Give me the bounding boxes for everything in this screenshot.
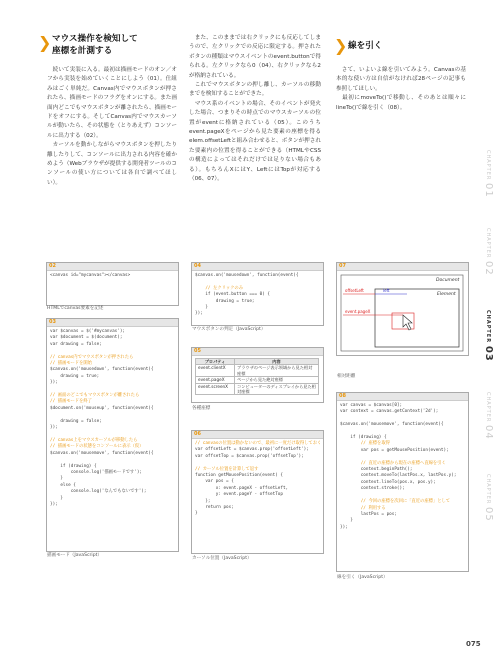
section-chevron-icon: ❯ <box>334 36 348 55</box>
code-line: var pos = getMousePosition(event); <box>340 447 449 453</box>
offset-left-label: offsetLeft <box>345 288 364 293</box>
code-line: var offsetTop = $canvas.prop('offsetTop'); <box>195 453 304 459</box>
code-line: context.lineTo(pos.x, pos.y); <box>340 479 436 485</box>
box-number: 04 <box>194 263 201 269</box>
coordinate-table <box>195 358 319 395</box>
code-line: console.log('描画モードです'); <box>50 469 142 475</box>
code-line: // カーソル位置を計算して返す <box>195 466 259 472</box>
code-line: // 直近の座標から現在の座標へ直線を引く <box>340 460 446 466</box>
chapter-label: CHAPTER <box>485 392 491 423</box>
code-line: var context = canvas.getContext('2d'); <box>340 409 439 415</box>
code-line: lastPos = pos; <box>340 511 397 517</box>
code-line: $canvas.on('mousemove', function(event){ <box>50 450 154 456</box>
box-number: 06 <box>194 431 201 437</box>
table-cell: event.clientX <box>196 365 235 377</box>
section1-body: 続いて実装に入る。最初は描画モードのオン／オフから実装を始めていくことにしよう（01）。仕組みはごく単純だ。Canvas内でマウスボタンが押されたら、描画モードのフラグをオンにする。また画面内どこでもマウスボタンが離されたら、描画モードをオフにする。そしてCanvas内でマウスカーソルが動いたら、その状態を（とりあえず）コンソールに出力する（02）。 カーソルを動かしながらマウスボタンを押したり離したりして、コンソールに出力される内容を確かめよう（Webブラウザが提供する開発者ツールのコンソールの使い方については各自で調べてほしい）。 <box>47 67 177 186</box>
code-line: else { <box>50 482 76 488</box>
table-header: 内容 <box>235 359 319 365</box>
chapter-tab-02[interactable] <box>483 228 494 276</box>
code-line: x: event.pageX - offsetLeft, <box>195 485 289 491</box>
code-line: drawing = false; <box>50 418 102 424</box>
box-number: 08 <box>339 393 346 399</box>
code-line: var pos = { <box>195 479 234 485</box>
code-line: }); <box>340 524 348 530</box>
chapter-number: 03 <box>483 345 494 362</box>
chapter-sidebar <box>476 0 500 663</box>
code-line: }; <box>195 498 211 504</box>
code-line: if (drawing) { <box>340 435 387 441</box>
chapter-label: CHAPTER <box>485 474 491 505</box>
section2-body: また、このままでは右クリックにも反応してしまうので、左クリックでの反応に限定する。押されたボタンの種類はマウスイベントのevent.buttonで得られる。左クリックなら0（04）、右クリックなら2が格納されている。 これでマウスボタンの押し離し、カーソルの移動までを検知することができた。 マウス系のイベントの場合、そのイベントが発火した場合、つまりその時点でのマウスカーソルの位置がeventに格納されている（05）。このうちevent.pageXをページから見た要素の座標を得るelem.offsetLeftと組み合わせると、ボタンが押された要素内の位置を得ることができる（HTMLやCSSの構造によってはそれだけでは足りない場合もある）。もちろんXにはY、LeftにはTopが対応する（06、07）。 <box>189 35 321 183</box>
caption-04: マウスボタンの判定（JavaScript） <box>192 327 266 332</box>
code-line: context.beginPath(); <box>340 467 413 473</box>
code-line: var canvas = $canvas[0]; <box>340 403 403 408</box>
code-block <box>195 441 321 518</box>
code-line: // 描画モードを開始 <box>50 361 92 367</box>
table-cell: ブラウザのページ表示領域から見た相対座標 <box>235 365 319 377</box>
diagram-box-07 <box>336 262 469 356</box>
caption-07: 相対距離 <box>337 374 356 379</box>
code-line: $document.on('mouseup', function(event){ <box>50 405 154 411</box>
code-line: } <box>340 518 353 524</box>
table-cell: ページから見た絶対座標 <box>235 377 319 383</box>
code-line: // 描画モードの状態をコンソールに表示（仮） <box>50 444 144 450</box>
code-block <box>50 273 176 279</box>
code-line: // canvas上をマウスカーソルが移動したら <box>50 437 138 443</box>
code-line: console.log('なんでもないです'); <box>50 489 147 495</box>
section-title-line1: マウス操作を検知して <box>52 34 138 44</box>
code-line: $canvas.on('mousedown', function(event){ <box>50 367 154 373</box>
box-number: 03 <box>49 319 56 325</box>
code-line: // 画面のどこでもマウスボタンが離されたら <box>50 393 140 399</box>
code-line: function getMousePosition(event) { <box>195 473 283 479</box>
code-line: $canvas.on('mousemove', function(event){ <box>340 422 444 428</box>
offset-diagram <box>337 271 468 355</box>
code-block <box>50 329 176 508</box>
code-block <box>195 273 321 318</box>
section-title-line2: 座標を計測する <box>52 46 113 56</box>
code-line: }); <box>50 425 58 431</box>
code-line: // 利用する <box>340 505 386 511</box>
chapter-label: CHAPTER <box>485 310 491 344</box>
code-line: var $canvas = $('#mycanvas'); <box>50 329 126 334</box>
section3-body: さて、いよいよ線を引いてみよう。Canvasの基本的な使い方は自信がなければ28ページの記事も参照してほしい。 最初にmoveTo()で移動し、そのあとは順々にlineTo()で線を引く（08）。 <box>336 67 466 111</box>
chapter-label: CHAPTER <box>485 228 491 259</box>
caption-03: 描画モード（JavaScript） <box>47 553 103 558</box>
code-box-03 <box>46 318 179 552</box>
code-line: if (event.button === 0) { <box>195 292 271 298</box>
chapter-tab-01[interactable] <box>483 150 494 198</box>
code-line: }); <box>195 311 203 317</box>
code-line: var offsetLeft = $canvas.prop('offsetLeft'); <box>195 447 309 453</box>
chapter-number: 02 <box>483 260 494 276</box>
code-line: y: event.pageY - offsetTop <box>195 492 283 498</box>
code-line: // 今回の座標を次回に「直近の座標」として <box>340 499 451 505</box>
page-x-label: event.pageX <box>345 309 371 314</box>
code-line: // 左クリックのみ <box>195 285 244 291</box>
section3-title: 線を引く <box>348 41 383 51</box>
caption-05: 各種座標 <box>192 406 211 411</box>
code-line: $canvas.on('mousedown', function(event){ <box>195 273 299 278</box>
code-line: } <box>195 305 208 311</box>
caption-08: 線を引く（JavaScript） <box>337 575 388 580</box>
code-line: }); <box>50 501 58 507</box>
left-label: left <box>383 288 390 293</box>
code-box-08 <box>336 392 469 572</box>
code-box-06 <box>191 430 324 554</box>
box-number: 02 <box>49 263 56 269</box>
code-line: } <box>50 495 63 501</box>
code-line: <canvas id="mycanvas"></canvas> <box>50 273 131 278</box>
chapter-tab-05[interactable] <box>483 474 494 522</box>
box-number: 05 <box>194 348 201 354</box>
code-line: // 描画モードを終了 <box>50 399 92 405</box>
table-cell: コンピューターのディスプレイから見た相対座標 <box>235 383 319 395</box>
box-number: 07 <box>339 263 346 269</box>
document-label: Document <box>436 278 460 283</box>
chapter-tab-04[interactable] <box>483 392 494 440</box>
code-line: return pos; <box>195 505 234 511</box>
table-cell: event.screenX <box>196 383 235 395</box>
chapter-label: CHAPTER <box>485 150 491 181</box>
code-box-02 <box>46 262 179 306</box>
code-line: } <box>50 476 63 482</box>
chapter-number: 05 <box>483 506 494 522</box>
code-line: context.stroke(); <box>340 486 405 492</box>
code-line: // 座標を取得 <box>340 441 390 447</box>
code-line: drawing = true; <box>195 298 255 304</box>
code-line: if (drawing) { <box>50 463 97 469</box>
code-line: // canvas内でマウスボタンが押されたら <box>50 354 134 360</box>
code-block <box>340 403 466 531</box>
code-line: } <box>195 511 198 517</box>
section-chevron-icon: ❯ <box>38 33 52 52</box>
element-label: Element <box>437 292 456 297</box>
caption-02: HTMLでcanvas要素を記述 <box>47 306 104 311</box>
code-line: drawing = true; <box>50 373 100 379</box>
code-box-04 <box>191 262 324 326</box>
table-cell: event.pageX <box>196 377 235 383</box>
chapter-number: 04 <box>483 424 494 440</box>
code-line: var $document = $(document); <box>50 335 123 341</box>
chapter-tab-03[interactable] <box>483 310 494 362</box>
code-line: }); <box>50 380 58 386</box>
code-line: var drawing = false; <box>50 341 102 347</box>
code-line: context.moveTo(lastPos.x, lastPos.y); <box>340 473 457 479</box>
table-box-05 <box>191 347 324 403</box>
page-number: 075 <box>466 640 481 648</box>
caption-06: カーソル位置（JavaScript） <box>192 556 252 561</box>
code-line: // canvasの位置は動かないので、最初に一度だけ取得しておく <box>195 441 322 446</box>
chapter-number: 01 <box>483 182 494 198</box>
table-header: プロパティ <box>196 359 235 365</box>
